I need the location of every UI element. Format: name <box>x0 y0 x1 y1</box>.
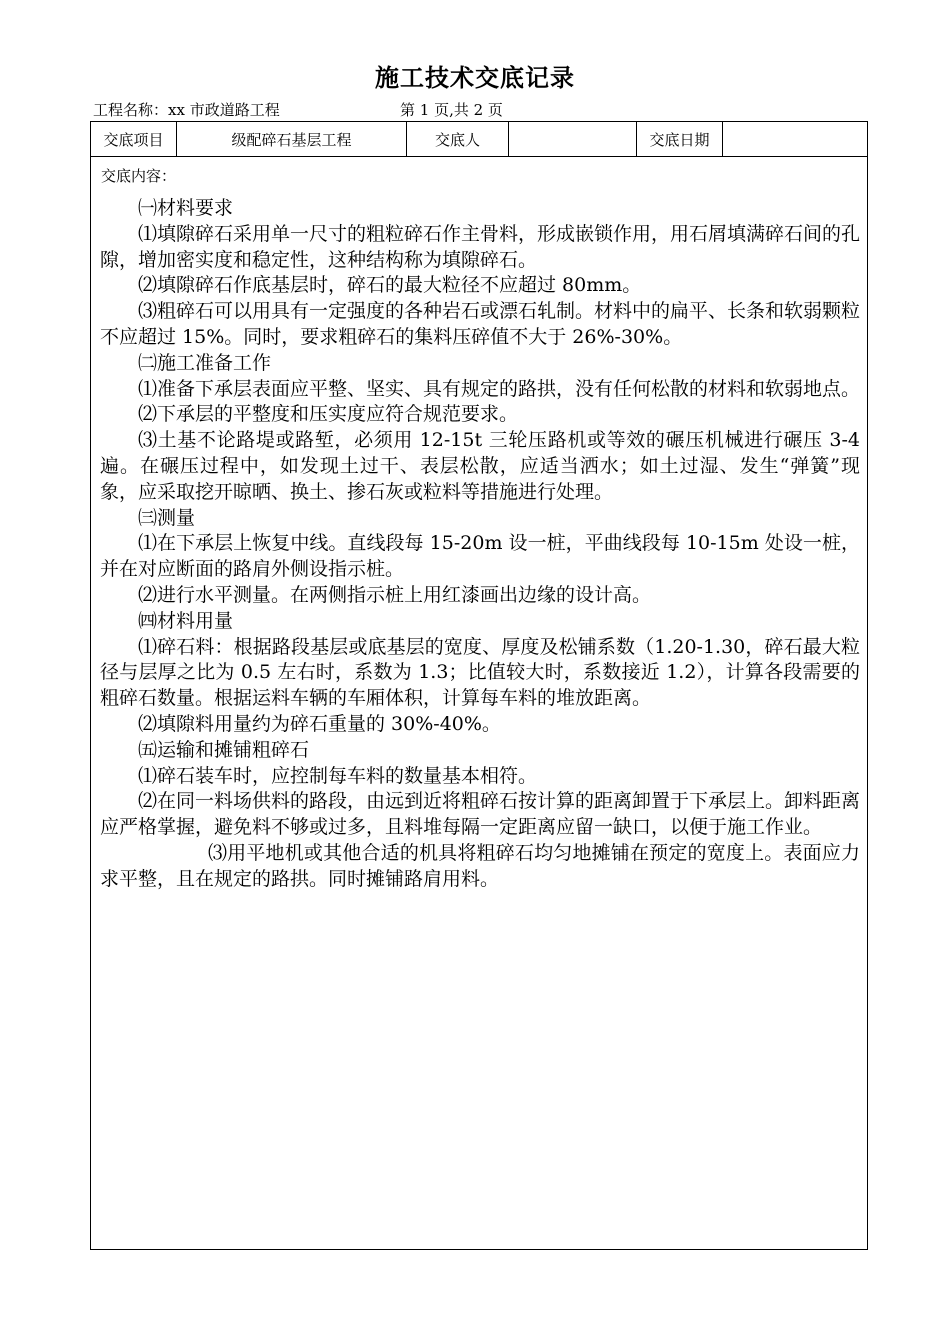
paragraph: ⑶用平地机或其他合适的机具将粗碎石均匀地摊铺在预定的宽度上。表面应力求平整，且在规定的路拱。同时摊铺路肩用料。 <box>100 841 860 890</box>
date-value <box>723 122 867 156</box>
content-label: 交底内容： <box>101 167 177 185</box>
paragraph: ⑵填隙料用量约为碎石重量的 30%-40%。 <box>138 712 501 735</box>
person-value <box>509 122 637 156</box>
paragraph: ⑴碎石料：根据路段基层或底基层的宽度、厚度及松铺系数（1.20-1.30，碎石最大粒径与层厚之比为 0.5 左右时，系数为 1.3；比值较大时，系数接近 1.2），计算各段需要的粗碎石数量。根据运料车辆的车厢体积，计算每车料的堆放距离。 <box>100 635 860 710</box>
paragraph: ⑵下承层的平整度和压实度应符合规范要求。 <box>138 403 519 426</box>
date-label: 交底日期 <box>637 122 723 156</box>
paragraph: ⑶粗碎石可以用具有一定强度的各种岩石或漂石轧制。材料中的扁平、长条和软弱颗粒不应超过 15%。同时，要求粗碎石的集料压碎值不大于 26%-30%。 <box>100 300 861 348</box>
paragraph: ⑴准备下承层表面应平整、坚实、具有规定的路拱，没有任何松散的材料和软弱地点。 <box>138 377 861 400</box>
page-title: 施工技术交底记录 <box>375 63 575 92</box>
paragraph: ⑵填隙碎石作底基层时，碎石的最大粒径不应超过 80mm。 <box>138 274 642 297</box>
content-box <box>90 156 868 1250</box>
paragraph: ⑴碎石装车时，应控制每车料的数量基本相符。 <box>138 764 538 787</box>
section-heading: ㈢测量 <box>138 506 196 529</box>
paragraph: ⑵在同一料场供料的路段，由远到近将粗碎石按计算的距离卸置于下承层上。卸料距离应严格掌握，避免料不够或过多，且料堆每隔一定距离应留一缺口，以便于施工作业。 <box>100 790 861 839</box>
person-label: 交底人 <box>407 122 509 156</box>
section-heading: ㈣材料用量 <box>138 609 234 632</box>
item-label: 交底项目 <box>91 122 177 156</box>
header-table <box>90 121 868 157</box>
section-heading: ㈡施工准备工作 <box>138 351 272 374</box>
content-body <box>100 196 860 893</box>
item-value: 级配碎石基层工程 <box>177 122 407 156</box>
section-heading: ㈤运输和摊铺粗碎石 <box>138 738 310 761</box>
page-info: 第 1 页,共 2 页 <box>400 101 503 119</box>
paragraph: ⑶土基不论路堤或路堑，必须用 12-15t 三轮压路机或等效的碾压机械进行碾压 3-4 遍。在碾压过程中，如发现土过干、表层松散，应适当洒水；如土过湿、发生“弹簧”现象，应采取挖开晾晒、换土、掺石灰或粒料等措施进行处理。 <box>100 429 860 503</box>
paragraph: ⑴填隙碎石采用单一尺寸的粗粒碎石作主骨料，形成嵌锁作用，用石屑填满碎石间的孔隙，增加密实度和稳定性，这种结构称为填隙碎石。 <box>100 222 861 271</box>
paragraph: ⑵进行水平测量。在两侧指示桩上用红漆画出边缘的设计高。 <box>138 583 652 606</box>
section-heading: ㈠材料要求 <box>138 197 234 219</box>
project-name: 工程名称：xx 市政道路工程 <box>93 101 280 119</box>
paragraph: ⑴在下承层上恢复中线。直线段每 15-20m 设一桩，平曲线段每 10-15m 处设一桩，并在对应断面的路肩外侧设指示桩。 <box>100 532 860 581</box>
